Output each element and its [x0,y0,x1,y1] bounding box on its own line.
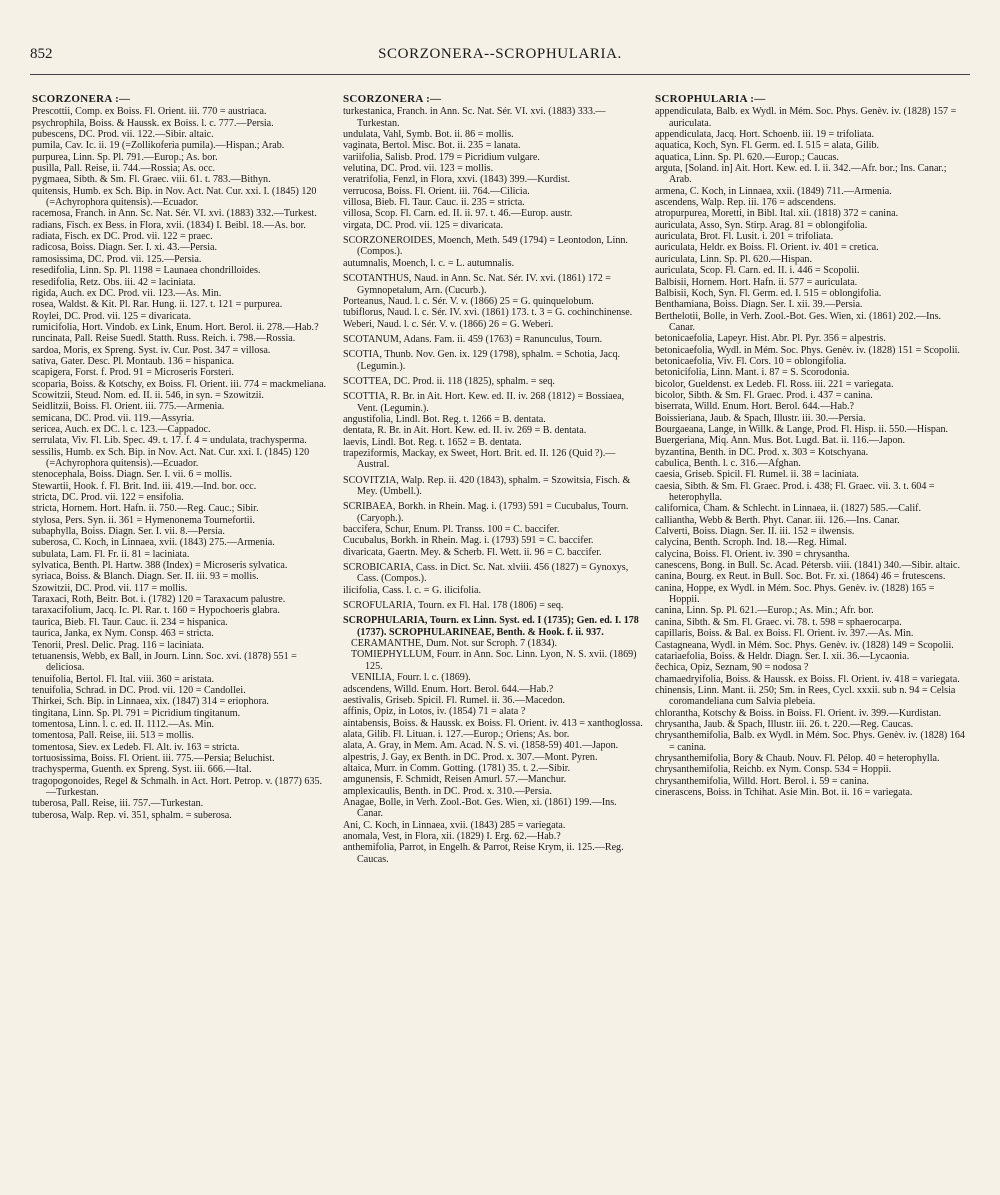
entry: Seidlitzii, Boiss. Fl. Orient. iii. 775.—Armenia. [32,401,225,413]
page-number: 852 [30,46,53,62]
entry: resedifolia, Retz. Obs. iii. 42 = laciniata. [32,276,196,288]
entry: auriculata, Asso, Syn. Stirp. Arag. 81 = oblongifolia. [655,219,868,231]
entry: armena, C. Koch, in Linnaea, xxii. (1849) 711.—Armenia. [655,185,892,197]
entry: SCORZONEROIDES, Moench, Meth. 549 (1794) = Leontodon, Linn. (Compos.). [343,235,628,258]
genus-groups [343,235,645,611]
entry: villosa, Scop. Fl. Carn. ed. II. ii. 97. t. 46.—Europ. austr. [343,208,573,220]
entry: betonicaefolia, Viv. Fl. Cors. 10 = oblongifolia. [655,355,847,367]
entry: caesia, Griseb. Spicil. Fl. Rumel. ii. 38 = laciniata. [655,469,859,481]
entry-list [343,106,645,231]
entry: Cucubalus, Borkh. in Rhein. Mag. i. (1793) 591 = C. baccifer. [343,535,594,547]
header-rule [30,74,970,75]
entry: canina, Bourg. ex Reut. in Bull. Soc. Bot. Fr. xi. (1864) 46 = frutescens. [655,571,946,583]
entry: SCROBICARIA, Cass. in Dict. Sc. Nat. xlviii. 456 (1827) = Gynoxys, Cass. (Compos.). [343,562,629,585]
entry: pubescens, DC. Prod. vii. 122.—Sibir. altaic. [32,129,214,141]
entry: stenocephala, Boiss. Diagn. Ser. I. vii. 6 = mollis. [32,469,232,481]
entry: capillaris, Boiss. & Bal. ex Boiss. Fl. Orient. iv. 397.—As. Min. [655,628,914,640]
entry: alata, A. Gray, in Mem. Am. Acad. N. S. vi. (1858-59) 401.—Japon. [343,740,619,752]
synonym-list [343,638,645,683]
entry: auriculata, Heldr. ex Boiss. Fl. Orient. iv. 401 = cretica. [655,242,879,254]
genus-group [343,391,645,470]
entry: tuberosa, Walp. Rep. vi. 351, sphalm. = suberosa. [32,809,232,821]
entry: SCOTANUM, Adans. Fam. ii. 459 (1763) = Ranunculus, Tourn. [343,333,603,345]
entry: taraxacifolium, Jacq. Ic. Pl. Rar. t. 160 = Hypochoeris glabra. [32,605,280,617]
genus-group [343,273,645,330]
entry-list [32,106,332,821]
entry: Balbisii, Koch, Syn. Fl. Germ. ed. I. 515 = oblongifolia. [655,287,882,299]
entry: SCROFULARIA, Tourn. ex Fl. Hal. 178 (1806) = seq. [343,600,564,612]
entry: SCOTTIA, R. Br. in Ait. Hort. Kew. ed. II. iv. 268 (1812) = Bossiaea, Vent. (Legumin.). [343,391,625,414]
genus-group [343,235,645,269]
entry: Bourgaeana, Lange, in Willk. & Lange, Prod. Fl. Hisp. ii. 550.—Hispan. [655,423,949,435]
genus-group [343,562,645,596]
entry: SCRIBAEA, Borkh. in Rhein. Mag. i. (1793) 591 = Cucubalus, Tourn. (Caryoph.). [343,501,629,524]
entry: tomentosa, Linn. l. c. ed. II. 1112.—As. Min. [32,718,215,730]
genus-group [343,475,645,498]
entry: baccifera, Schur, Enum. Pl. Transs. 100 = C. baccifer. [343,524,560,536]
entry: tragopogonoides, Regel & Schmalh. in Act. Hort. Petrop. v. (1877) 635.—Turkestan. [32,775,323,798]
entry: dentata, R. Br. in Ait. Hort. Kew. ed. II. iv. 269 = B. dentata. [343,425,587,437]
entry: veratrifolia, Fenzl, in Flora, xxvi. (1843) 399.—Kurdist. [343,174,571,186]
entry: scoparia, Boiss. & Kotschy, ex Boiss. Fl. Orient. iii. 774 = mackmeliana. [32,378,327,390]
entry: anthemifolia, Parrot, in Engelh. & Parrot, Reise Krym, ii. 125.—Reg. Caucas. [343,842,624,865]
entry: chrysanthemifolia, Bory & Chaub. Nouv. Fl. Pélop. 40 = heterophylla. [655,752,940,764]
entry: tuberosa, Pall. Reise, iii. 757.—Turkestan. [32,798,204,810]
entry: Tenorii, Presl. Delic. Prag. 116 = laciniata. [32,639,204,651]
entry: betonicaefolia, Wydl. in Mém. Soc. Phys. Genèv. iv. (1828) 151 = Scopolii. [655,344,960,356]
entry: runcinata, Pall. Reise Suedl. Statth. Russ. Reich. i. 798.—Rossia. [32,333,296,345]
scrophularia-heading-block [343,615,645,865]
entry: cinerascens, Boiss. in Tchihat. Asie Min. Bot. ii. 16 = variegata. [655,786,913,798]
genus-entry: SCROPHULARIA, Tourn. ex Linn. Syst. ed. I (1735); Gen. ed. I. 178 (1737). SCROPHULARINEAE, Benth. & Hook. f. ii. 937. [343,615,639,638]
genus-group [343,376,645,387]
entry: autumnalis, Moench, l. c. = L. autumnalis. [343,257,515,269]
entry: betonicaefolia, Lapeyr. Hist. Abr. Pl. Pyr. 356 = alpestris. [655,333,886,345]
genus-group [343,501,645,558]
entry: chamaedryifolia, Boiss. & Haussk. ex Boiss. Fl. Orient. iv. 418 = variegata. [655,673,960,685]
entry: Boissieriana, Jaub. & Spach, Illustr. iii. 30.—Persia. [655,412,866,424]
entry: canina, Linn. Sp. Pl. 621.—Europ.; As. Min.; Afr. bor. [655,605,874,617]
entry: variifolia, Salisb. Prod. 179 = Picridium vulgare. [343,151,540,163]
entry: rigida, Auch. ex DC. Prod. vii. 123.—As. Min. [32,287,222,299]
column-3 [655,94,967,798]
entry: arguta, [Soland. in] Ait. Hort. Kew. ed. I. ii. 342.—Afr. bor.; Ins. Canar.; Arab. [655,163,947,186]
entry: Szowitzii, DC. Prod. vii. 117 = mollis. [32,582,188,594]
entry: laevis, Lindl. Bot. Reg. t. 1652 = B. dentata. [343,436,522,448]
entry: angustifolia, Lindl. Bot. Reg. t. 1266 = B. dentata. [343,413,546,425]
entry: undulata, Vahl, Symb. Bot. ii. 86 = mollis. [343,129,514,141]
entry: californica, Cham. & Schlecht. in Linnaea, ii. (1827) 585.—Calif. [655,503,922,515]
entry: aestivalis, Griseb. Spicil. Fl. Rumel. ii. 36.—Macedon. [343,694,566,706]
entry: Porteanus, Naud. l. c. Sér. V. v. (1866) 25 = G. quinquelobum. [343,295,594,307]
entry: Balbisii, Hornem. Hort. Hafn. ii. 577 = auriculata. [655,276,858,288]
entry: Weberi, Naud. l. c. Sér. V. v. (1866) 26 = G. Weberi. [343,318,554,330]
entry: alata, Gilib. Fl. Lituan. i. 127.—Europ.; Oriens; As. bor. [343,728,570,740]
entry: psychrophila, Boiss. & Haussk. ex Boiss. l. c. 777.—Persia. [32,117,274,129]
entry: sylvatica, Benth. Pl. Hartw. 388 (Index) = Microseris sylvatica. [32,560,288,572]
entry: stylosa, Pers. Syn. ii. 361 = Hymenonema Tournefortii. [32,514,255,526]
entry: aquatica, Koch, Syn. Fl. Germ. ed. I. 515 = alata, Gilib. [655,140,880,152]
entry: trachysperma, Guenth. ex Spreng. Syst. iii. 666.—Ital. [32,764,252,776]
entry: auriculata, Brot. Fl. Lusit. i. 201 = trifoliata. [655,231,834,243]
entry: Taraxaci, Roth, Beitr. Bot. i. (1782) 120 = Taraxacum palustre. [32,594,286,606]
entry: amplexicaulis, Benth. in DC. Prod. x. 310.—Persia. [343,785,552,797]
entry: Prescottii, Comp. ex Boiss. Fl. Orient. iii. 770 = austriaca. [32,106,267,118]
entry: Benthamiana, Boiss. Diagn. Ser. I. xii. 39.—Persia. [655,299,863,311]
entry: chrysantha, Jaub. & Spach, Illustr. iii. 26. t. 220.—Reg. Caucas. [655,718,914,730]
entry: turkestanica, Franch. in Ann. Sc. Nat. Sér. VI. xvi. (1883) 333.—Turkestan. [343,106,606,129]
entry: Berthelotii, Bolle, in Verh. Zool.-Bot. Ges. Wien, xi. (1861) 202.—Ins. Canar. [655,310,942,333]
entry: resedifolia, Linn. Sp. Pl. 1198 = Launaea chondrilloides. [32,265,261,277]
entry: amgunensis, F. Schmidt, Reisen Amurl. 57.—Manchur. [343,774,567,786]
entry: stricta, Hornem. Hort. Hafn. ii. 750.—Reg. Cauc.; Sibir. [32,503,259,515]
entry: ascendens, Walp. Rep. iii. 176 = adscendens. [655,197,837,209]
entry: stricta, DC. Prod. vii. 122 = ensifolia. [32,492,184,504]
entry: altaica, Murr. in Comm. Gotting. (1781) 35. t. 2.—Sibir. [343,762,571,774]
entry: Buergeriana, Miq. Ann. Mus. Bot. Lugd. Bat. ii. 116.—Japon. [655,435,906,447]
entry: cabulica, Benth. l. c. 316.—Afghan. [655,458,801,469]
entry: TOMIEPHYLLUM, Fourr. in Ann. Soc. Linn. Lyon, N. S. xvii. (1869) 125. [351,649,637,672]
column-1 [32,94,332,821]
entry: sessilis, Humb. ex Sch. Bip. in Nov. Act. Nat. Cur. xxi. I. (1845) 120 (=Achyrophora quitensis).—Ecuador. [32,446,310,469]
entry: vaginata, Bertol. Misc. Bot. ii. 235 = lanata. [343,140,521,152]
entry: sericea, Auch. ex DC. l. c. 123.—Cappadoc. [32,423,211,435]
entry: auriculata, Linn. Sp. Pl. 620.—Hispan. [655,253,812,265]
entry: byzantina, Benth. in DC. Prod. x. 303 = Kotschyana. [655,446,869,458]
entry: alpestris, J. Gay, ex Benth. in DC. Prod. x. 307.—Mont. Pyren. [343,751,598,763]
entry: catariaefolia, Boiss. & Heldr. Diagn. Ser. I. xii. 36.—Lycaonia. [655,650,910,662]
entry: čechica, Opiz, Seznam, 90 = nodosa ? [655,662,809,674]
entry: tetuanensis, Webb, ex Ball, in Journ. Linn. Soc. xvi. (1878) 551 = deliciosa. [32,650,297,674]
entry: pusilla, Pall. Reise, ii. 744.—Rossia; As. occ. [32,163,216,175]
entry: virgata, DC. Prod. vii. 125 = divaricata. [343,219,503,231]
entry: SCOTIA, Thunb. Nov. Gen. ix. 129 (1798), sphalm. = Schotia, Jacq. (Legumin.). [343,349,621,372]
genus-group [343,349,645,372]
entry: appendiculata, Jacq. Hort. Schoenb. iii. 19 = trifoliata. [655,129,875,141]
entry: ramosissima, DC. Prod. vii. 125.—Persia. [32,253,202,265]
entry: SCOVITZIA, Walp. Rep. ii. 420 (1843), sphalm. = Szowitsia, Fisch. & Mey. (Umbell.). [343,474,631,497]
entry: taurica, Janka, ex Nym. Consp. 463 = stricta. [32,628,214,640]
genus-heading: SCROPHULARIA :— [655,93,766,105]
entry: radicosa, Boiss. Diagn. Ser. I. xi. 43.—Persia. [32,242,218,254]
entry: syriaca, Boiss. & Blanch. Diagn. Ser. II. iii. 93 = mollis. [32,571,259,583]
entry: calycina, Benth. Scroph. Ind. 18.—Reg. Himal. [655,537,847,549]
entry: serrulata, Viv. Fl. Lib. Spec. 49. t. 17. f. 4 = undulata, trachysperma. [32,435,307,447]
running-header [30,46,970,70]
entry: betonicifolia, Linn. Mant. i. 87 = S. Scorodonia. [655,367,850,379]
entry: anomala, Vest, in Flora, xii. (1829) I. Erg. 62.—Hab.? [343,830,561,842]
entry: taurica, Bieb. Fl. Taur. Cauc. ii. 234 = hispanica. [32,616,228,628]
entry: tomentosa, Pall. Reise, iii. 513 = mollis. [32,730,194,742]
entry: villosa, Bieb. Fl. Taur. Cauc. ii. 235 = stricta. [343,197,525,209]
entry: rumicifolia, Hort. Vindob. ex Link, Enum. Hort. Berol. ii. 278.—Hab.? [32,321,319,333]
entry: tortuosissima, Boiss. Fl. Orient. iii. 775.—Persia; Beluchist. [32,752,275,764]
entry: Calverti, Boiss. Diagn. Ser. II. iii. 152 = ilwensis. [655,526,855,538]
entry: biserrata, Willd. Enum. Hort. Berol. 644.—Hab.? [655,401,854,413]
entry: scapigera, Forst. f. Prod. 91 = Microseris Forsteri. [32,367,234,379]
entry-list [343,684,645,866]
page-title: SCORZONERA--SCROPHULARIA. [378,46,622,62]
genus-group [343,334,645,345]
entry-list [655,106,967,798]
entry: Stewartii, Hook. f. Fl. Brit. Ind. iii. 419.—Ind. bor. occ. [32,480,257,492]
entry: Anagae, Bolle, in Verh. Zool.-Bot. Ges. Wien, xi. (1861) 199.—Ins. Canar. [343,796,617,820]
entry: Thirkei, Sch. Bip. in Linnaea, xix. (1847) 314 = eriophora. [32,696,269,708]
entry: calycina, Boiss. Fl. Orient. iv. 390 = chrysantha. [655,548,850,560]
entry: trapeziformis, Mackay, ex Sweet, Hort. Brit. ed. II. 126 (Quid ?).—Austral. [343,447,616,471]
entry: ilicifolia, Cass. l. c. = G. ilicifolia. [343,584,482,596]
entry: auriculata, Scop. Fl. Carn. ed. II. i. 446 = Scopolii. [655,265,860,277]
entry: VENILIA, Fourr. l. c. (1869). [351,672,471,684]
entry: aintabensis, Boiss. & Haussk. ex Boiss. Fl. Orient. iv. 413 = xanthoglossa. [343,717,643,729]
entry: Ani, C. Koch, in Linnaea, xvii. (1843) 285 = variegata. [343,819,566,831]
entry: pygmaea, Sibth. & Sm. Fl. Graec. viii. 61. t. 783.—Bithyn. [32,174,271,186]
entry: tubiflorus, Naud. l. c. Sér. IV. xvi. (1861) 173. t. 3 = G. cochinchinense. [343,307,633,319]
entry: radiata, Fisch. ex DC. Prod. vii. 122 = praec. [32,231,213,243]
entry: Castagneana, Wydl. in Mém. Soc. Phys. Genèv. iv. (1828) 149 = Scopolii. [655,639,954,651]
entry: sativa, Gater. Desc. Pl. Montaub. 136 = hispanica. [32,355,235,367]
entry: aquatica, Linn. Sp. Pl. 620.—Europ.; Caucas. [655,151,839,163]
entry: tomentosa, Siev. ex Ledeb. Fl. Alt. iv. 163 = stricta. [32,741,240,753]
entry: affinis, Opiz, in Lotos, iv. (1854) 71 = alata ? [343,706,526,718]
entry: atropurpurea, Moretti, in Bibl. Ital. xii. (1818) 372 = canina. [655,208,899,220]
entry: chrysanthemifolia, Willd. Hort. Berol. i. 59 = canina. [655,775,869,787]
entry: suberosa, C. Koch, in Linnaea, xvii. (1843) 275.—Armenia. [32,537,275,549]
entry: chrysanthemifolia, Reichb. ex Nym. Consp. 534 = Hoppii. [655,764,892,776]
entry: CERAMANTHE, Dum. Not. sur Scroph. 7 (1834). [351,638,558,650]
entry: bicolor, Gueldenst. ex Ledeb. Fl. Ross. iii. 221 = variegata. [655,378,894,390]
genus-heading: SCORZONERA :— [32,93,131,105]
entry: canina, Hoppe, ex Wydl. in Mém. Soc. Phys. Genèv. iv. (1828) 165 = Hoppii. [655,582,935,606]
entry: caesia, Sibth. & Sm. Fl. Graec. Prod. i. 438; Fl. Graec. vii. 3. t. 604 = heterophylla. [655,480,935,504]
entry: tenuifolia, Schrad. in DC. Prod. vii. 120 = Candollei. [32,684,246,696]
entry: radians, Fisch. ex Bess. in Flora, xvii. (1834) I. Beibl. 18.—As. bor. [32,219,306,231]
entry: tenuifolia, Bertol. Fl. Ital. viii. 360 = aristata. [32,673,215,685]
entry: subulata, Lam. Fl. Fr. ii. 81 = laciniata. [32,548,190,560]
genus-group [343,600,645,611]
entry: SCOTTEA, DC. Prod. ii. 118 (1825), sphalm. = seq. [343,375,555,387]
entry: bicolor, Sibth. & Sm. Fl. Graec. Prod. i. 437 = canina. [655,389,873,401]
entry: divaricata, Gaertn. Mey. & Scherb. Fl. Wett. ii. 96 = C. baccifer. [343,546,602,558]
entry: subaphylla, Boiss. Diagn. Ser. I. vii. 8.—Persia. [32,526,225,538]
entry: appendiculata, Balb. ex Wydl. in Mém. Soc. Phys. Genèv. iv. (1828) 157 = auriculata. [655,106,957,129]
entry: calliantha, Webb & Berth. Phyt. Canar. iii. 126.—Ins. Canar. [655,514,900,526]
entry: tingitana, Linn. Sp. Pl. 791 = Picridium tingitanum. [32,707,241,719]
entry: SCOTANTHUS, Naud. in Ann. Sc. Nat. Sér. IV. xvi. (1861) 172 = Gymnopetalum, Arn. (Cucurb.). [343,273,611,296]
entry: velutina, DC. Prod. vii. 123 = mollis. [343,163,494,175]
column-2 [343,94,645,865]
entry: Scowitzii, Steud. Nom. ed. II. ii. 546, in syn. = Szowitzii. [32,389,264,401]
entry: canescens, Bong. in Bull. Sc. Acad. Pétersb. viii. (1841) 340.—Sibir. altaic. [655,560,961,572]
entry: chinensis, Linn. Mant. ii. 250; Sm. in Rees, Cycl. xxxii. sub n. 94 = Celsia coromandeliana cum Salvia plebeia. [655,684,956,708]
entry: canina, Sibth. & Sm. Fl. Graec. vi. 78. t. 598 = sphaerocarpa. [655,616,902,628]
entry: sardoa, Moris, ex Spreng. Syst. iv. Cur. Post. 347 = villosa. [32,344,271,356]
entry: pumila, Cav. Ic. ii. 19 (=Zollikoferia pumila).—Hispan.; Arab. [32,140,285,152]
entry: chrysanthemifolia, Balb. ex Wydl. in Mém. Soc. Phys. Genèv. iv. (1828) 164 = canina. [655,730,965,753]
entry: semicana, DC. Prod. vii. 119.—Assyria. [32,412,195,424]
entry: chlorantha, Kotschy & Boiss. in Boiss. Fl. Orient. iv. 399.—Kurdistan. [655,707,942,719]
entry: rosea, Waldst. & Kit. Pl. Rar. Hung. ii. 127. t. 121 = purpurea. [32,299,283,311]
entry: quitensis, Humb. ex Sch. Bip. in Nov. Act. Nat. Cur. xxi. I. (1845) 120 (=Achyrophora quitensis).—Ecuador. [32,185,317,209]
entry: purpurea, Linn. Sp. Pl. 791.—Europ.; As. bor. [32,151,218,163]
entry: adscendens, Willd. Enum. Hort. Berol. 644.—Hab.? [343,683,554,695]
entry: racemosa, Franch. in Ann. Sc. Nat. Sér. VI. xvi. (1883) 332.—Turkest. [32,208,317,220]
entry: verrucosa, Boiss. Fl. Orient. iii. 764.—Cilicia. [343,185,530,197]
entry: Roylei, DC. Prod. vii. 125 = divaricata. [32,310,192,322]
genus-heading: SCORZONERA :— [343,93,442,105]
